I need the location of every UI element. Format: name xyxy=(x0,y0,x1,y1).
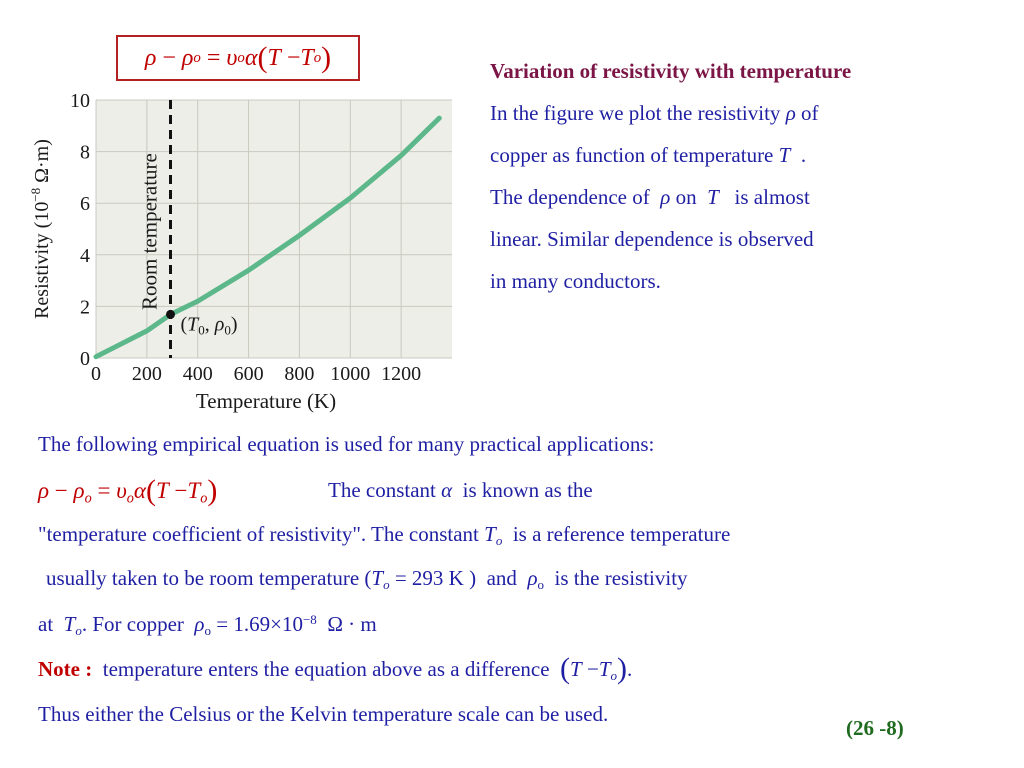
right-line-3: The dependence of ρ on T is almost xyxy=(490,185,810,209)
note-difference: $(T -T_o)$. xyxy=(560,652,633,685)
rho-symbol: ρ xyxy=(785,101,796,125)
resistivity-chart xyxy=(20,82,460,422)
marker-T-sub: 0 xyxy=(198,322,205,338)
y-label-exp: −8 xyxy=(28,187,43,202)
eq-rparen: ) xyxy=(321,41,332,74)
eq-lparen: ( xyxy=(257,41,268,74)
x-ticks xyxy=(91,363,421,385)
x-tick-label: 1000 xyxy=(330,363,371,385)
reference-point-label: ($T_0$, $\rho_0$) xyxy=(180,313,238,338)
y-tick-label: 4 xyxy=(80,244,90,267)
body-line-4: usually taken to be room temperature ($T_o = 293$ K ) and $\rho_o$ is the resistivity xyxy=(46,566,688,592)
x-tick-label: 800 xyxy=(284,363,315,385)
eq-alpha: α xyxy=(244,44,258,71)
x-tick-label: 1200 xyxy=(381,363,422,385)
inline-equation: $\rho - \rho_o = \upsilon_o\alpha(T -T_o)$ xyxy=(38,474,218,507)
reference-point xyxy=(166,310,175,319)
T-symbol: T xyxy=(707,185,719,209)
eq-minus: − xyxy=(162,44,176,71)
T-symbol: T xyxy=(778,143,791,167)
body-line-2 xyxy=(38,474,217,508)
y-axis-label xyxy=(28,139,53,319)
rho-symbol: ρ xyxy=(660,185,671,209)
eq-T: T xyxy=(267,44,281,71)
note-text: temperature enters the equation above as a difference xyxy=(102,657,550,681)
y-label-prefix: Resistivity (10 xyxy=(31,201,53,319)
eq-rho: ρ xyxy=(144,44,157,71)
marker-rho: ρ xyxy=(214,313,225,336)
y-tick-label: 8 xyxy=(80,141,90,164)
right-panel xyxy=(490,50,1010,302)
body-line-3: "temperature coefficient of resistivity". The constant $T_o$ is a reference temperature xyxy=(38,522,731,548)
right-line-4: linear. Similar dependence is observed xyxy=(490,227,814,251)
x-tick-label: 200 xyxy=(131,363,162,385)
room-temperature-label: Room temperature xyxy=(137,153,162,310)
y-tick-label: 2 xyxy=(80,296,90,319)
body-line-5: at $T_o$. For copper $\rho_o = 1.69\times 10^{-8}$ Ω · m xyxy=(38,611,377,638)
right-line-2: copper as function of temperature T . xyxy=(490,143,807,167)
right-line-1: In the figure we plot the resistivity ρ of xyxy=(490,101,819,125)
eq-upsilon: υ xyxy=(226,44,238,71)
x-axis-label: Temperature (K) xyxy=(195,389,337,413)
body-note-line xyxy=(38,652,632,686)
y-tick-label: 0 xyxy=(80,348,90,370)
y-ticks xyxy=(70,90,90,370)
section-title: Variation of resistivity with temperature xyxy=(490,59,852,83)
equation-box: ρ − ρ o = υ o α ( T − T o ) xyxy=(116,35,360,81)
body-paragraph-1: The following empirical equation is used for many practical applications: xyxy=(38,432,655,456)
body-last-line: Thus either the Celsius or the Kelvin temperature scale can be used. xyxy=(38,702,609,726)
body-line-2-text: The constant α is known as the xyxy=(328,478,593,502)
alpha-symbol: α xyxy=(441,478,453,502)
y-label-suffix: Ω·m) xyxy=(31,139,53,188)
note-label: Note : xyxy=(38,657,93,681)
y-tick-label: 6 xyxy=(80,193,90,216)
marker-rho-sub: 0 xyxy=(224,322,231,338)
y-tick-label: 10 xyxy=(70,90,90,112)
x-tick-label: 600 xyxy=(233,363,264,385)
eq-minus: − xyxy=(286,44,301,71)
eq-rho-o: ρ xyxy=(181,44,194,71)
x-tick-label: 0 xyxy=(91,363,101,385)
page-number: (26 -8) xyxy=(846,716,904,740)
x-tick-label: 400 xyxy=(182,363,213,385)
eq-equals: = xyxy=(206,44,221,71)
marker-T: T xyxy=(187,313,199,336)
right-line-5: in many conductors. xyxy=(490,269,661,293)
eq-T: T xyxy=(300,44,314,71)
